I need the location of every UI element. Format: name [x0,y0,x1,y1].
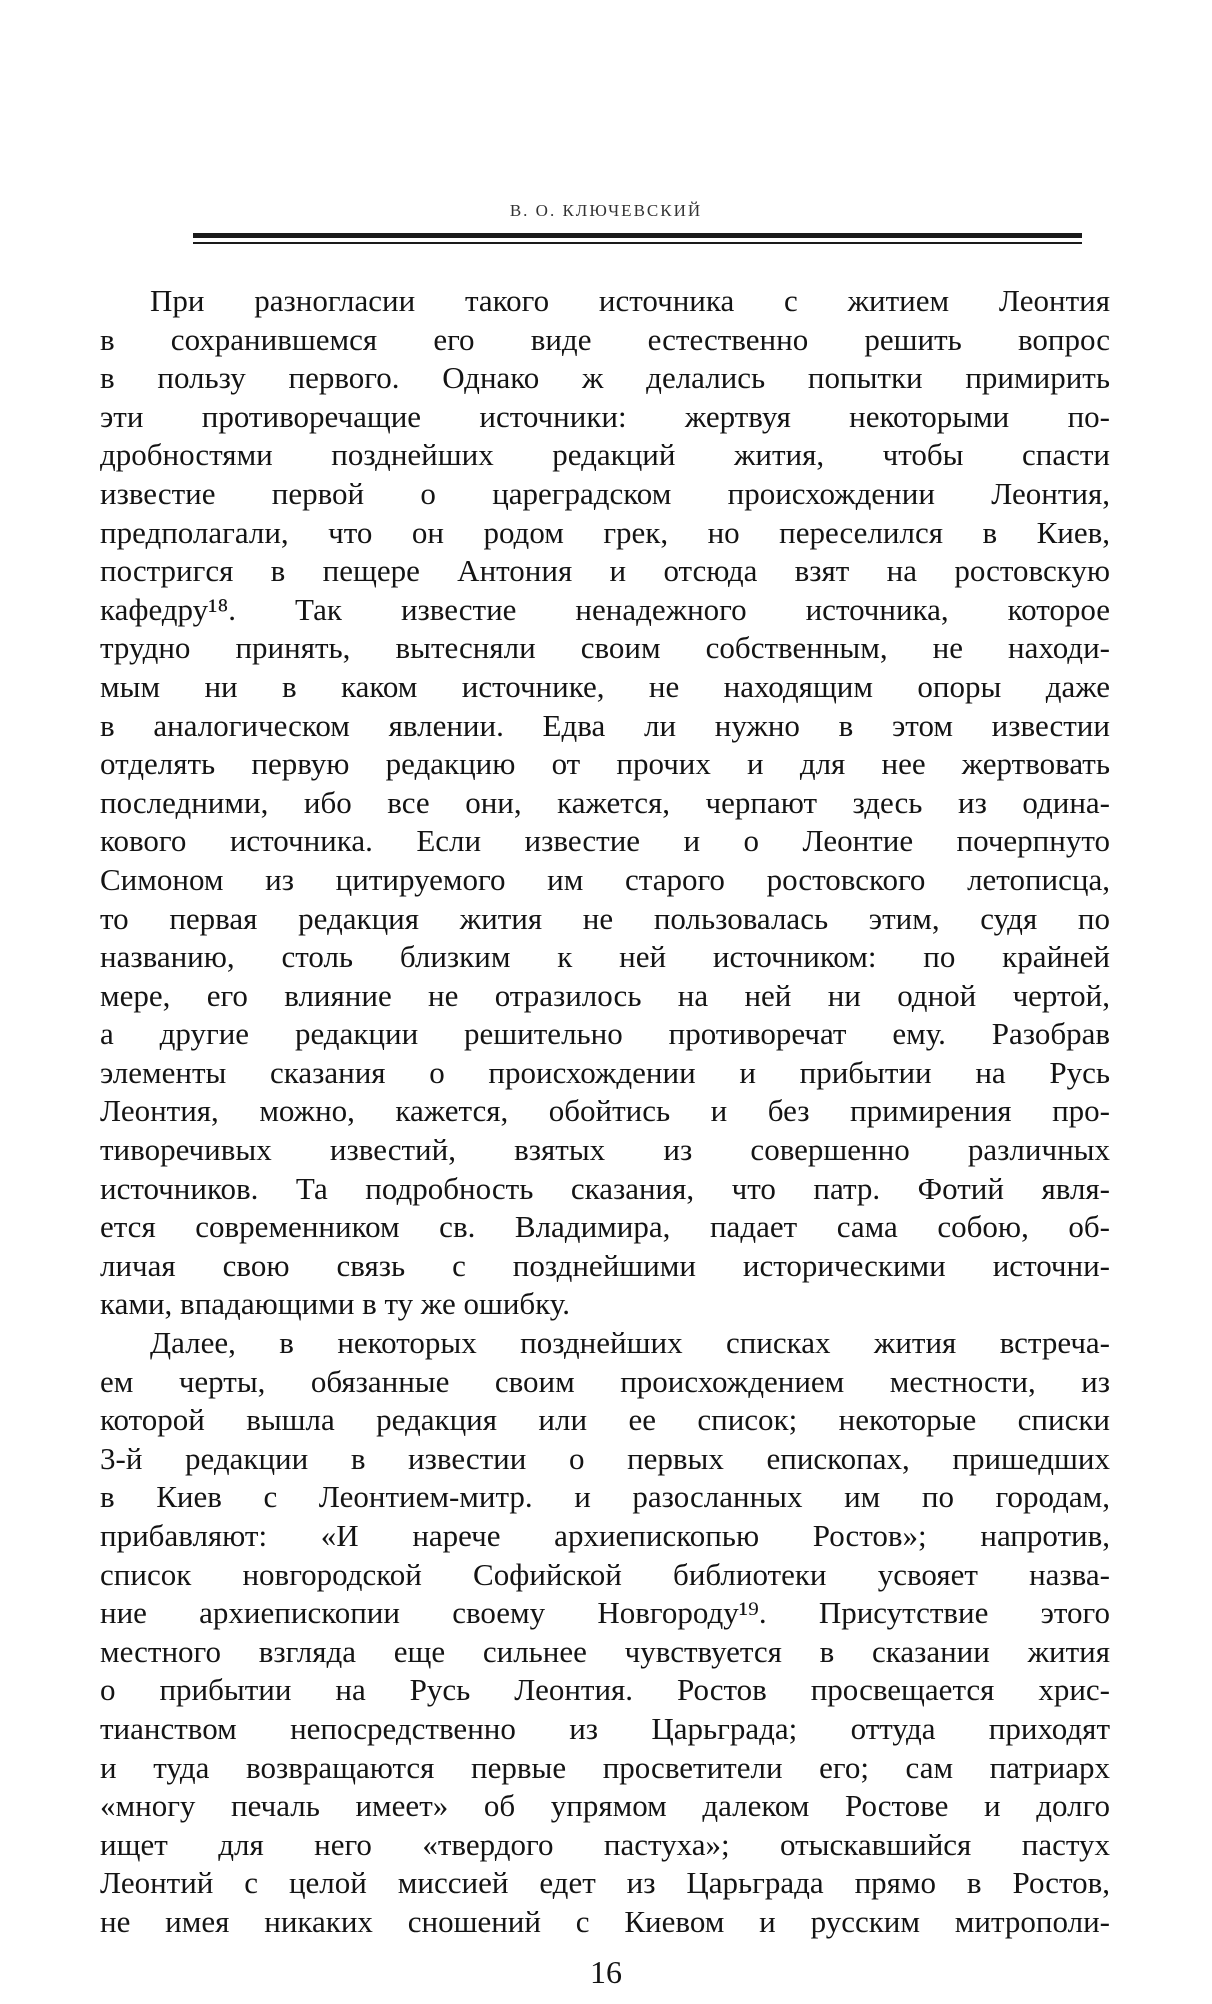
text-line: трудно принять, вытесняли своим собственным, не находи- [100,630,1110,666]
text-line: список новгородской Софийской библиотеки усвояет назва- [100,1556,1110,1592]
page-number: 16 [590,1954,622,1990]
text-line: последними, ибо все они, кажется, черпают здесь из одина- [100,784,1110,820]
text-line: ется современником св. Владимира, падает сама собою, об- [100,1209,1110,1245]
text-line: прибавляют: «И нарече архиепископью Ростов»; напротив, [100,1518,1110,1553]
text-line: ние архиепископии своему Новгороду¹⁹. Присутствие этого [100,1595,1110,1631]
text-line: в аналогическом явлении. Едва ли нужно в этом известии [100,707,1110,743]
text-line: которой вышла редакция или ее список; некоторые списки [100,1402,1110,1438]
body-text [100,282,1110,1942]
text-line: мым ни в каком источнике, не находящим опоры даже [100,668,1110,704]
text-line: Симоном из цитируемого им старого ростовского летописца, [100,861,1110,897]
text-line: не имея никаких сношений с Киевом и русским митрополи- [100,1903,1110,1939]
text-line: то первая редакция жития не пользовалась этим, судя по [100,900,1110,936]
text-line: в пользу первого. Однако ж делались попытки примирить [100,360,1110,396]
text-line: предполагали, что он родом грек, но переселился в Киев, [100,514,1110,550]
text-line: эти противоречащие источники: жертвуя некоторыми по- [100,398,1110,434]
text-line: известие первой о цареградском происхождении Леонтия, [100,475,1110,511]
header-rule-thin [193,242,1082,244]
running-head: В. О. КЛЮЧЕВСКИЙ [509,201,703,220]
text-line: дробностями позднейших редакций жития, чтобы спасти [100,437,1110,473]
text-line: тианством непосредственно из Царьграда; оттуда приходят [100,1710,1110,1746]
text-line: кафедру¹⁸. Так известие ненадежного источника, которое [100,591,1110,627]
text-line: отделять первую редакцию от прочих и для нее жертвовать [100,746,1110,782]
text-line: 3-й редакции в известии о первых епископах, пришедших [100,1440,1110,1476]
text-line: постригся в пещере Антония и отсюда взят на ростовскую [100,553,1110,589]
text-line: ками, впадающими в ту же ошибку. [100,1286,570,1322]
text-line: ем черты, обязанные своим происхождением местности, из [100,1363,1110,1399]
header-rule-thick [193,233,1082,238]
text-line: Леонтия, можно, кажется, обойтись и без примирения про- [100,1093,1110,1129]
text-line: элементы сказания о происхождении и прибытии на Русь [100,1054,1110,1090]
text-line: «многу печаль имеет» об упрямом далеком Ростове и долго [100,1788,1110,1824]
text-line: мере, его влияние не отразилось на ней ни одной чертой, [100,977,1110,1013]
text-line: в Киев с Леонтием-митр. и разосланных им по городам, [100,1479,1110,1515]
text-line: тиворечивых известий, взятых из совершенно различных [100,1132,1110,1168]
text-line: кового источника. Если известие и о Леонтие почерпнуто [100,823,1110,859]
text-line: и туда возвращаются первые просветители его; сам патриарх [100,1749,1110,1785]
text-line: ищет для него «твердого пастуха»; отыскавшийся пастух [100,1826,1110,1862]
text-line: При разногласии такого источника с житием Леонтия [150,283,1110,318]
text-line: о прибытии на Русь Леонтия. Ростов просвещается хрис- [100,1672,1110,1708]
text-line: названию, столь близким к ней источником: по крайней [100,939,1110,975]
text-line: Далее, в некоторых позднейших списках жития встреча- [150,1325,1110,1361]
text-line: местного взгляда еще сильнее чувствуется в сказании жития [100,1633,1110,1669]
text-line: в сохранившемся его виде естественно решить вопрос [100,321,1110,357]
text-line: а другие редакции решительно противоречат ему. Разобрав [100,1016,1110,1052]
text-line: личая свою связь с позднейшими историческими источни- [100,1247,1110,1283]
text-line: Леонтий с целой миссией едет из Царьграда прямо в Ростов, [100,1865,1110,1901]
text-line: источников. Та подробность сказания, что патр. Фотий явля- [100,1170,1110,1206]
